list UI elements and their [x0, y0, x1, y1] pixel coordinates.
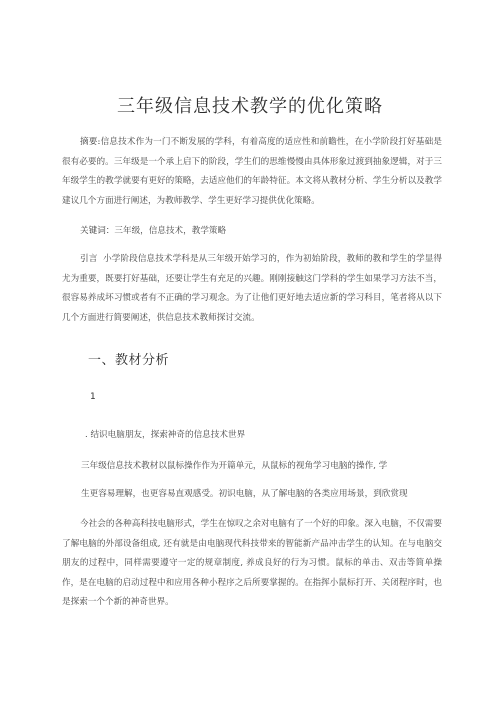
abstract-text: 信息技术作为一门不断发展的学科，有着高度的适应性和前瞻性，在小学阶段打好基础是很有必要的。三年级是一个承上启下的阶段，学生们的思维慢慢由具体形象过渡到抽象逻辑，对于三年级学生的教学就要有更好的策略，去适应他们的年龄特征。本文将从教材分析、学生分析以及教学建议几个方面进行阐述，为教师教学、学生更好学习提供优化策略。 [62, 137, 442, 206]
abstract-paragraph [62, 133, 442, 211]
subsection-heading: . 结识电脑朋友，探索神奇的信息技术世界 [85, 430, 246, 440]
keywords-paragraph [62, 222, 442, 242]
document-title: 三年级信息技术教学的优化策略 [117, 96, 383, 117]
body-paragraph: 今社会的各种高科技电脑形式，学生在惊叹之余对电脑有了一个好的印象。深入电脑，不仅需要了解电脑的外部设备组成, 还有就是由电脑现代科技带来的智能新产品冲击学生的认知。在与电脑交朋友的过程中，同样需要遵守一定的规章制度, 养成良好的行为习惯。鼠标的单击、双击等简单操作，是在电脑的启动过程中和应用各种小程序之后所要掌握的。在指挥小鼠标打开、关闭程序时，也是探索一个个新的神奇世界。 [62, 519, 442, 607]
intro-text: 小学阶段信息技术学科是从三年级开始学习的，作为初始阶段，教师的教和学生的学显得尤为重要，既要打好基础，还要让学生有充足的兴趣。刚刚接触这门学科的学生如果学习方法不当，很容易养成坏习惯或者有不正确的学习观念。为了让他们更好地去适应新的学习科目，笔者将从以下几个方面进行简要阐述，供信息技术教师探讨交流。 [62, 254, 442, 323]
intro-label: 引言 [80, 254, 98, 264]
keywords-text: 三年级，信息技术，教学策略 [114, 226, 227, 236]
abstract-label: 摘要: [80, 137, 101, 147]
section-heading-textbook-analysis: 一、教材分析 [88, 353, 170, 368]
body-line-1: 三年级信息技术教材以鼠标操作作为开篇单元，从鼠标的视角学习电脑的操作, 学 [81, 461, 388, 471]
intro-paragraph [62, 250, 442, 328]
keywords-label: 关键词： [80, 226, 115, 236]
section-number: 1 [90, 392, 96, 402]
body-line-2: 生更容易理解，也更容易直观感受。初识电脑，从了解电脑的各类应用场景，到欣赏现 [81, 489, 408, 499]
